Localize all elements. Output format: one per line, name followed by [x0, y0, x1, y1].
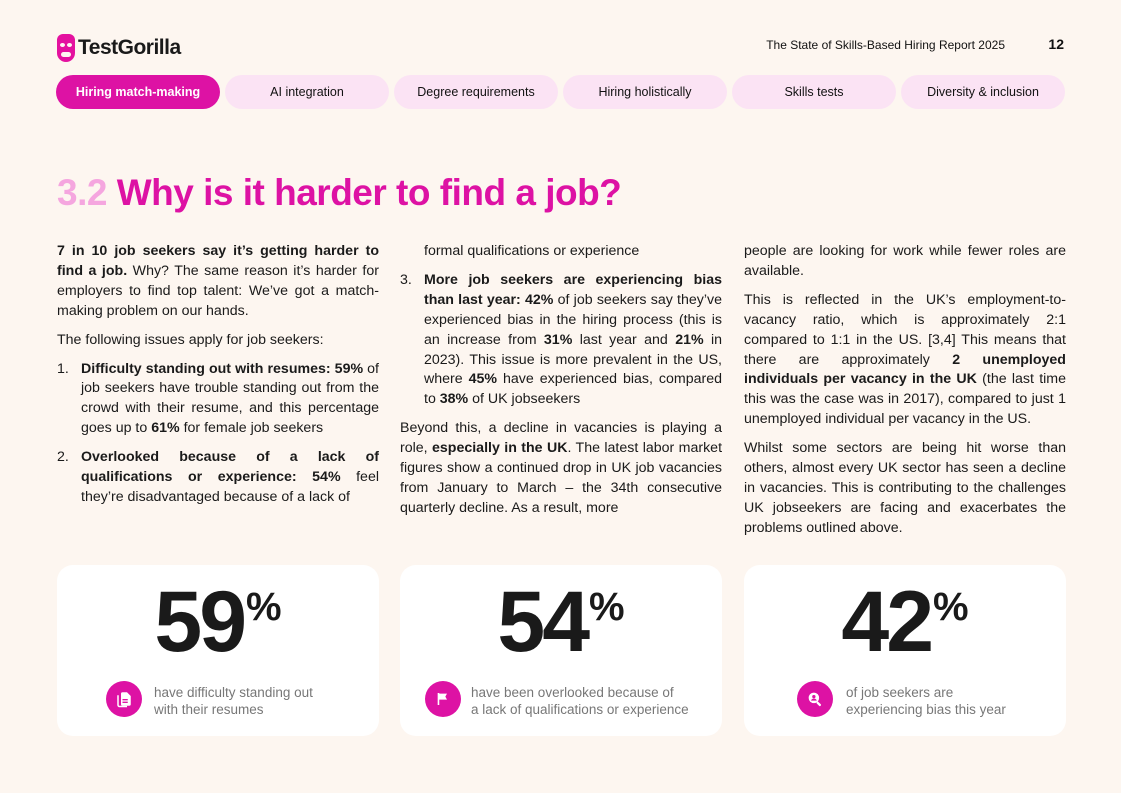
item-bold: 38% [439, 391, 469, 408]
item-text: last year and [572, 331, 676, 348]
tab-skills-tests[interactable]: Skills tests [732, 75, 896, 109]
stat-label-line: experiencing bias this year [846, 702, 1006, 717]
stat-label-line: have been overlooked because of [471, 685, 674, 700]
item-bold: 45% [468, 371, 498, 388]
stat-unit: % [933, 585, 969, 629]
list-number: 2. [57, 449, 69, 466]
sectors-paragraph: Whilst some sectors are being hit worse than others, almost every UK sector has seen a decline in vacancies. This is contributing to the challenges UK jobseekers are facing and exacerbates the problems outlined above. [744, 440, 1066, 536]
item-bold: 61% [151, 420, 180, 437]
page-number: 12 [1048, 36, 1064, 52]
tab-degree-requirements[interactable]: Degree requirements [394, 75, 558, 109]
item-text: have experienced bias, compared to [424, 371, 722, 408]
brand-logo[interactable] [57, 34, 181, 62]
stat-label-line: have difficulty standing out [154, 685, 313, 700]
paragraph-text: This is reflected in the UK’s employment-to-vacancy ratio, which is approximately 2:1 compared to 1:1 in the US. [3,4] This means that there are approximately [744, 291, 1066, 368]
stat-card [400, 565, 722, 736]
list-item-text [81, 448, 379, 508]
item-bold: Difficulty standing out with resumes: 59% [81, 360, 364, 377]
tab-hiring-match-making[interactable]: Hiring match-making [56, 75, 220, 109]
stat-value [400, 574, 722, 670]
stat-unit: % [246, 585, 282, 629]
stat-label-line: a lack of qualifications or experience [471, 702, 689, 717]
gorilla-logo-icon [57, 34, 75, 62]
intro-text: Why? The same reason it’s harder for employers to find top talent: We’ve got a match-making problem on our hands. [57, 262, 379, 319]
list-number: 1. [57, 360, 69, 377]
list-number: 3. [400, 271, 412, 288]
vacancies-paragraph [400, 419, 722, 519]
paragraph-text: (the last time this was the case was in 2017), compared to just 1 unemployed individual per vacancy in the US. [744, 371, 1067, 428]
section-heading [57, 172, 621, 214]
item-text: of job seekers have trouble standing out from the crowd with their resume, and this percentage goes up to [81, 360, 379, 437]
paragraph-text: Beyond this, a decline in vacancies is playing a role, [400, 420, 722, 457]
paragraph: people are looking for work while fewer roles are available. [744, 243, 1066, 279]
list-item [57, 448, 379, 508]
stat-label [846, 684, 1006, 718]
ratio-paragraph [744, 291, 1066, 430]
list-item [57, 360, 379, 440]
text-column-3 [744, 242, 1066, 548]
paragraph-bold: 2 unemployed individuals per vacancy in the UK [744, 351, 1066, 388]
item-text: feel they’re disadvantaged because of a lack of [81, 469, 379, 505]
section-title: Why is it harder to find a job? [116, 172, 622, 213]
stat-label-line: of job seekers are [846, 685, 954, 700]
stat-value [744, 574, 1066, 670]
flag-icon [425, 681, 461, 717]
text-column-1 [57, 242, 379, 517]
list-item-continuation: formal qualifications or experience [424, 243, 640, 259]
stat-number: 54 [497, 574, 588, 670]
stat-card [57, 565, 379, 736]
section-number: 3.2 [57, 172, 107, 213]
stat-card [744, 565, 1066, 736]
document-icon [106, 681, 142, 717]
brand-name: TestGorilla [78, 36, 181, 59]
stat-label [471, 684, 689, 718]
list-item [400, 271, 722, 410]
report-title: The State of Skills-Based Hiring Report 2025 [766, 38, 1005, 52]
intro-paragraph [57, 242, 379, 322]
item-text: in 2023). This issue is more prevalent in the US, where [424, 331, 723, 388]
text-column-2 [400, 242, 722, 528]
paragraph-bold: especially in the UK [432, 440, 568, 457]
stat-label [154, 684, 313, 718]
stat-number: 42 [841, 574, 932, 670]
list-item-text [424, 271, 722, 410]
stat-value [57, 574, 379, 670]
stat-label-line: with their resumes [154, 702, 264, 717]
intro-bold: 7 in 10 job seekers say it’s getting harder to find a job. [57, 243, 379, 279]
search-person-icon [797, 681, 833, 717]
tab-diversity-inclusion[interactable]: Diversity & inclusion [901, 75, 1065, 109]
item-bold: More job seekers are experiencing bias than last year: 42% [424, 271, 722, 308]
list-item-text [81, 360, 379, 440]
issues-intro: The following issues apply for job seekers: [57, 331, 324, 348]
paragraph-text: . The latest labor market figures show a continued drop in UK job vacancies from January to March – the 34th consecutive quarterly decline. As a result, more [400, 440, 723, 516]
stat-number: 59 [154, 574, 245, 670]
tab-hiring-holistically[interactable]: Hiring holistically [563, 75, 727, 109]
stat-unit: % [589, 585, 625, 629]
section-tabs [56, 75, 1065, 109]
item-text: of job seekers say they’ve experienced bias in the hiring process (this is an increase from [424, 291, 722, 348]
item-text: of UK jobseekers [468, 391, 581, 408]
item-text: for female job seekers [179, 420, 324, 437]
item-bold: 31% [543, 331, 573, 348]
item-bold: Overlooked because of a lack of qualifications or experience: 54% [81, 449, 379, 486]
tab-ai-integration[interactable]: AI integration [225, 75, 389, 109]
item-bold: 21% [675, 331, 704, 348]
